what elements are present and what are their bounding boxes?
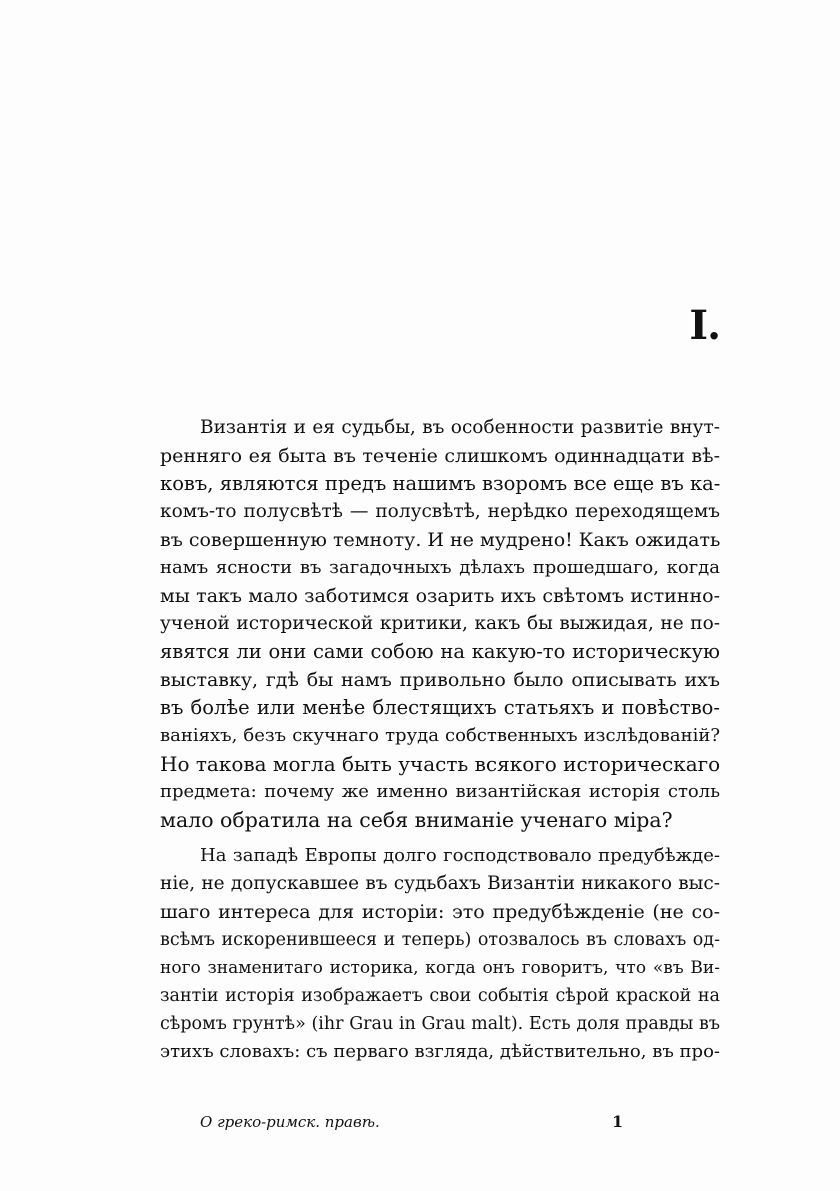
text-line: Византія и ея судьбы, въ особенности развитіе внут- (200, 417, 720, 438)
text-line: комъ-то полусвѣтѣ — полусвѣтѣ, нерѣдко переходящемъ (160, 501, 720, 522)
text-line: ренняго ея быта въ теченіе слишкомъ одиннадцати вѣ- (160, 445, 720, 467)
sheet-number: 1 (612, 1112, 624, 1131)
text-line: мы такъ мало заботимся озарить ихъ свѣтомъ истинно- (160, 585, 720, 607)
text-line: шаго интереса для исторіи: это предубѣжденіе (не со- (160, 901, 720, 923)
text-line: явятся ли они сами собою на какую-то историческую (160, 640, 720, 663)
text-line: Но такова могла быть участь всякого историческаго (160, 752, 720, 776)
text-line: въ совершенную темноту. И не мудрено! Какъ ожидать (160, 529, 720, 551)
text-line: ковъ, являются предъ нашимъ взоромъ все еще въ ка- (160, 472, 720, 495)
text-line: намъ ясности въ загадочныхъ дѣлахъ прошедшаго, когда (160, 557, 720, 578)
text-line: мало обратила на себя вниманіе ученаго міра? (160, 808, 673, 832)
text-line: зантіи исторія изображаетъ свои событія сѣрой краской на (160, 986, 720, 1006)
text-line: выставку, гдѣ бы намъ привольно было описывать ихъ (160, 669, 720, 691)
text-line: ніе, не допускавшее въ судьбахъ Византіи никакого выс- (160, 873, 720, 894)
text-line: предмета: почему же именно византійская исторія столь (160, 781, 720, 802)
chapter-number: I. (689, 302, 720, 349)
text-line: всѣмъ искоренившееся и теперь) отозвалось въ словахъ од- (160, 930, 720, 950)
text-line: этихъ словахъ: съ перваго взгляда, дѣйствительно, въ про- (160, 1041, 720, 1062)
text-line: сѣромъ грунтѣ» (ihr Grau in Grau malt). Есть доля правды въ (160, 1014, 720, 1034)
text-line: ного знаменитаго историка, когда онъ говоритъ, что «въ Ви- (160, 958, 720, 978)
text-line: въ болѣе или менѣе блестящихъ статьяхъ и повѣство- (160, 696, 720, 719)
text-line: На западѣ Европы долго господствовало предубѣжде- (200, 845, 720, 866)
text-line: ваніяхъ, безъ скучнаго труда собственныхъ изслѣдованій? (160, 725, 720, 746)
signature-mark: О греко-римск. правѣ. (200, 1113, 380, 1131)
text-line: ученой исторической критики, какъ бы выжидая, не по- (160, 613, 720, 634)
